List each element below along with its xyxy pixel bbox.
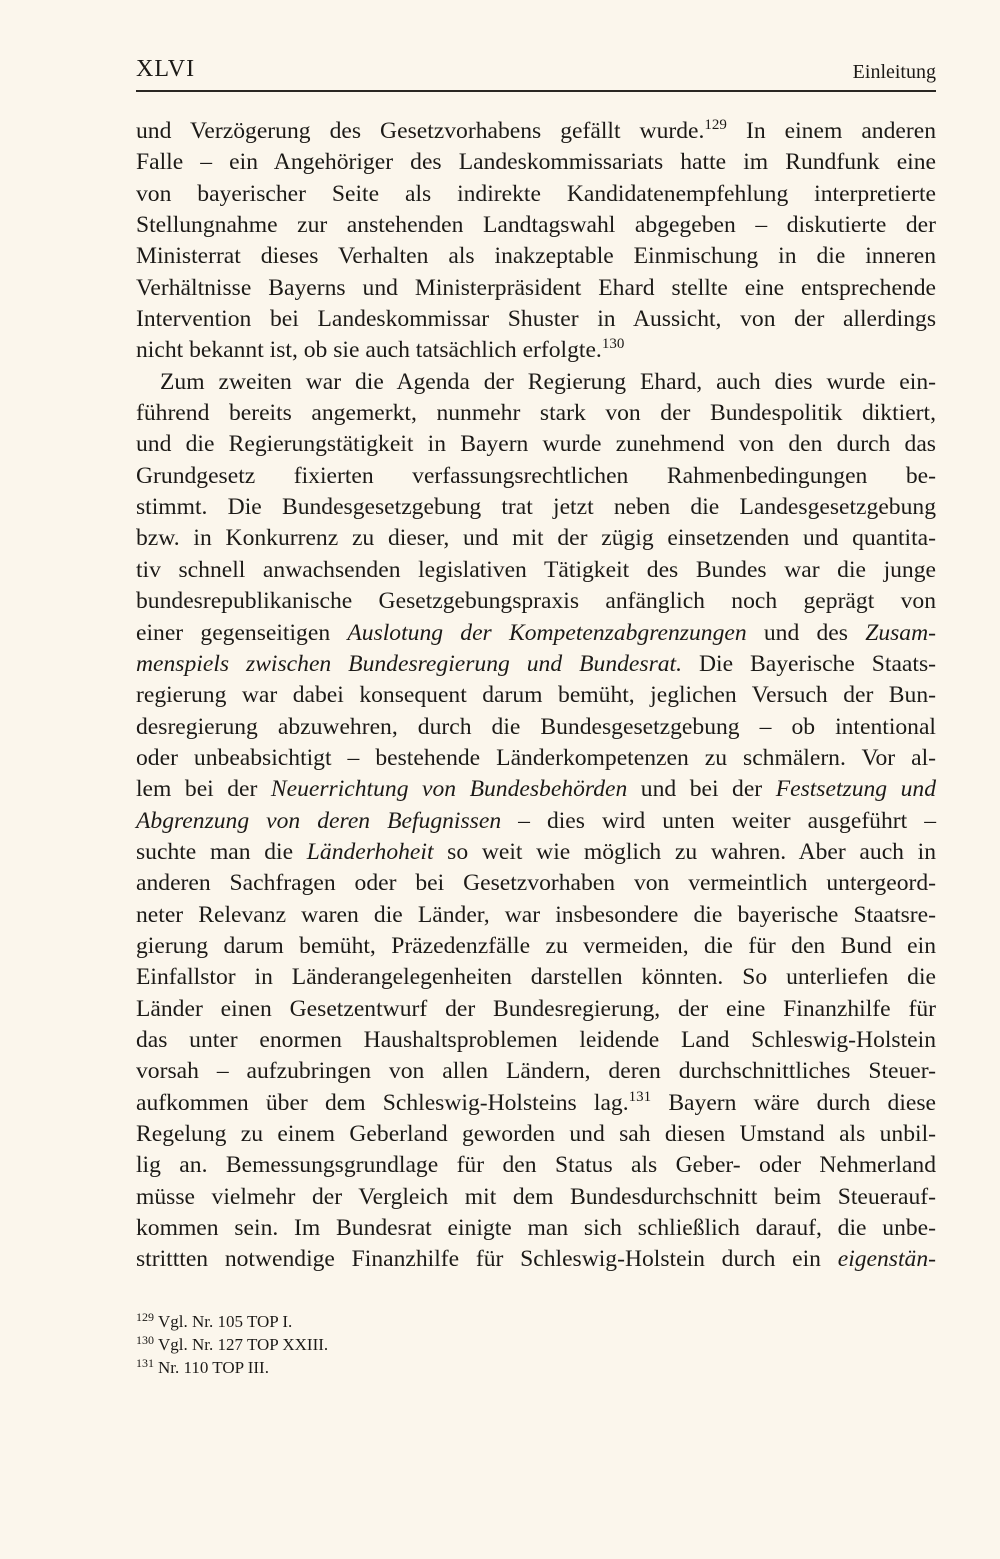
text-line [136,179,936,210]
text-line [136,116,936,147]
text-run: tiv schnell anwachsenden legislativen Tätigkeit des Bundes war die junge [136,556,936,583]
text-run: führend bereits angemerkt, nunmehr stark von der Bundespolitik diktiert, [136,400,936,427]
footnote-text: Nr. 110 TOP III. [158,1358,269,1377]
text-line [136,962,936,993]
text-run: Die Bayerische Staats- [682,650,936,677]
text-run: neter Relevanz waren die Länder, war insbesondere die bayerische Staatsre- [136,901,936,928]
text-line [136,618,936,649]
text-line [136,931,936,962]
text-run: Bayern wäre durch diese [651,1089,936,1116]
body-text [136,116,936,1276]
footnote-text: Vgl. Nr. 127 TOP XXIII. [158,1335,329,1354]
text-line [136,900,936,931]
text-line [136,492,936,523]
text-run: das unter enormen Haushaltsproblemen leidende Land Schleswig-Holstein [136,1026,936,1053]
footnote-ref: 129 [704,117,727,133]
running-head: Einleitung [852,61,936,83]
text-line [136,994,936,1025]
italic-text: Zusam- [865,619,936,646]
text-line [136,147,936,178]
text-line [136,1213,936,1244]
text-run: regierung war dabei konsequent darum bemüht, jeglichen Versuch der Bun- [136,682,936,709]
text-run: und die Regierungstätigkeit in Bayern wurde zunehmend von den durch das [136,431,936,458]
italic-text: Länderhoheit [306,838,434,865]
text-line [136,523,936,554]
text-run: bundesrepublikanische Gesetzgebungspraxis anfänglich noch geprägt von [136,588,936,615]
text-run: und bei der [627,776,776,803]
text-run: so weit wie möglich zu wahren. Aber auch in [433,838,936,865]
text-run: Länder einen Gesetzentwurf der Bundesregierung, der eine Finanzhilfe für [136,995,936,1022]
text-line [136,1056,936,1087]
footnote-number: 129 [136,1310,154,1324]
footnote [136,1333,936,1356]
text-run: lig an. Bemessungsgrundlage für den Status als Geber- oder Nehmerland [136,1152,936,1179]
text-run: von bayerischer Seite als indirekte Kandidatenempfehlung interpretierte [136,180,936,207]
text-line [136,1119,936,1150]
text-line [136,1182,936,1213]
text-run: In einem anderen [726,118,936,144]
text-line [136,461,936,492]
text-run: Regelung zu einem Geberland geworden und sah diesen Umstand als unbil- [136,1121,936,1147]
text-run: Intervention bei Landeskommissar Shuster in Aussicht, von der allerdings [136,306,936,333]
text-line [136,712,936,743]
footnote-number: 130 [136,1333,154,1347]
text-line [136,1025,936,1056]
text-run: und des [746,619,866,646]
text-run: – dies wird unten weiter ausgeführt – [501,807,936,834]
text-line [136,1150,936,1181]
text-line [136,555,936,586]
text-line [136,367,936,398]
text-line [136,743,936,774]
text-line [136,837,936,868]
text-line [136,398,936,429]
text-run: kommen sein. Im Bundesrat einigte man sich schließlich darauf, die unbe- [136,1215,936,1242]
footnote [136,1356,936,1379]
text-line [136,806,936,837]
text-line [136,868,936,899]
text-run: stimmt. Die Bundesgesetzgebung trat jetzt neben die Landesgesetzgebung [136,494,936,521]
italic-text: eigenstän- [837,1246,936,1273]
text-run: Verhältnisse Bayerns und Ministerpräsident Ehard stellte eine entsprechende [136,274,936,301]
text-line [136,210,936,241]
text-run: suchte man die [136,838,307,865]
text-line [136,429,936,460]
text-run: nicht bekannt ist, ob sie auch tatsächlich erfolgte. [136,337,602,364]
footnote-ref: 130 [601,336,625,353]
text-run: bzw. in Konkurrenz zu dieser, und mit der zügig einsetzenden und quantita- [136,525,936,552]
text-run: desregierung abzuwehren, durch die Bundesgesetzgebung – ob intentional [136,713,936,740]
text-line [136,1244,936,1275]
text-run: müsse vielmehr der Vergleich mit dem Bundesdurchschnitt beim Steuerauf- [136,1183,936,1210]
text-run: Falle – ein Angehöriger des Landeskommissariats hatte im Rundfunk eine [136,149,936,176]
text-run: gierung darum bemüht, Präzedenzfälle zu vermeiden, die für den Bund ein [136,932,936,959]
text-run: einer gegenseitigen [136,619,348,646]
text-run: aufkommen über dem Schleswig-Holsteins lag. [136,1089,629,1116]
text-line [136,774,936,805]
page-number: XLVI [136,56,196,82]
italic-text: Neuerrichtung von Bundesbehörden [270,776,628,803]
text-run: oder unbeabsichtigt – bestehende Länderkompetenzen zu schmälern. Vor al- [136,744,936,771]
text-line [136,273,936,304]
text-run: Grundgesetz fixierten verfassungsrechtlichen Rahmenbedingungen be- [136,462,936,489]
text-run: Stellungnahme zur anstehenden Landtagswahl abgegeben – diskutierte der [136,212,936,239]
italic-text: Abgrenzung von deren Befugnissen [136,807,502,834]
text-run: strittten notwendige Finanzhilfe für Schleswig-Holstein durch ein [136,1246,838,1273]
text-run: Einfallstor in Länderangelegenheiten darstellen könnten. So unterliefen die [136,964,936,991]
footnote-text: Vgl. Nr. 105 TOP I. [158,1312,293,1331]
text-run: anderen Sachfragen oder bei Gesetzvorhaben von vermeintlich untergeord- [136,870,936,897]
text-line [136,1088,936,1119]
text-run: und Verzögerung des Gesetzvorhabens gefällt wurde. [136,118,705,144]
text-line [136,649,936,680]
text-run: vorsah – aufzubringen von allen Ländern, deren durchschnittliches Steuer- [136,1058,936,1085]
text-line [136,680,936,711]
footnote-ref: 131 [628,1088,652,1105]
text-line [136,304,936,335]
text-line [136,586,936,617]
italic-text: menspiels zwischen Bundesregierung und Bundesrat. [136,650,683,677]
footnote-number: 131 [136,1356,154,1370]
text-run: Ministerrat dieses Verhalten als inakzeptable Einmischung in die inneren [136,243,936,270]
footnotes [136,1310,936,1379]
text-line [136,335,936,366]
italic-text: Auslotung der Kompetenzabgrenzungen [347,619,747,646]
italic-text: Festsetzung und [775,776,936,803]
text-run: Zum zweiten war die Agenda der Regierung Ehard, auch dies wurde ein- [160,368,936,395]
footnote [136,1310,936,1333]
text-line [136,241,936,272]
page-header [136,56,936,92]
text-run: lem bei der [136,776,271,803]
